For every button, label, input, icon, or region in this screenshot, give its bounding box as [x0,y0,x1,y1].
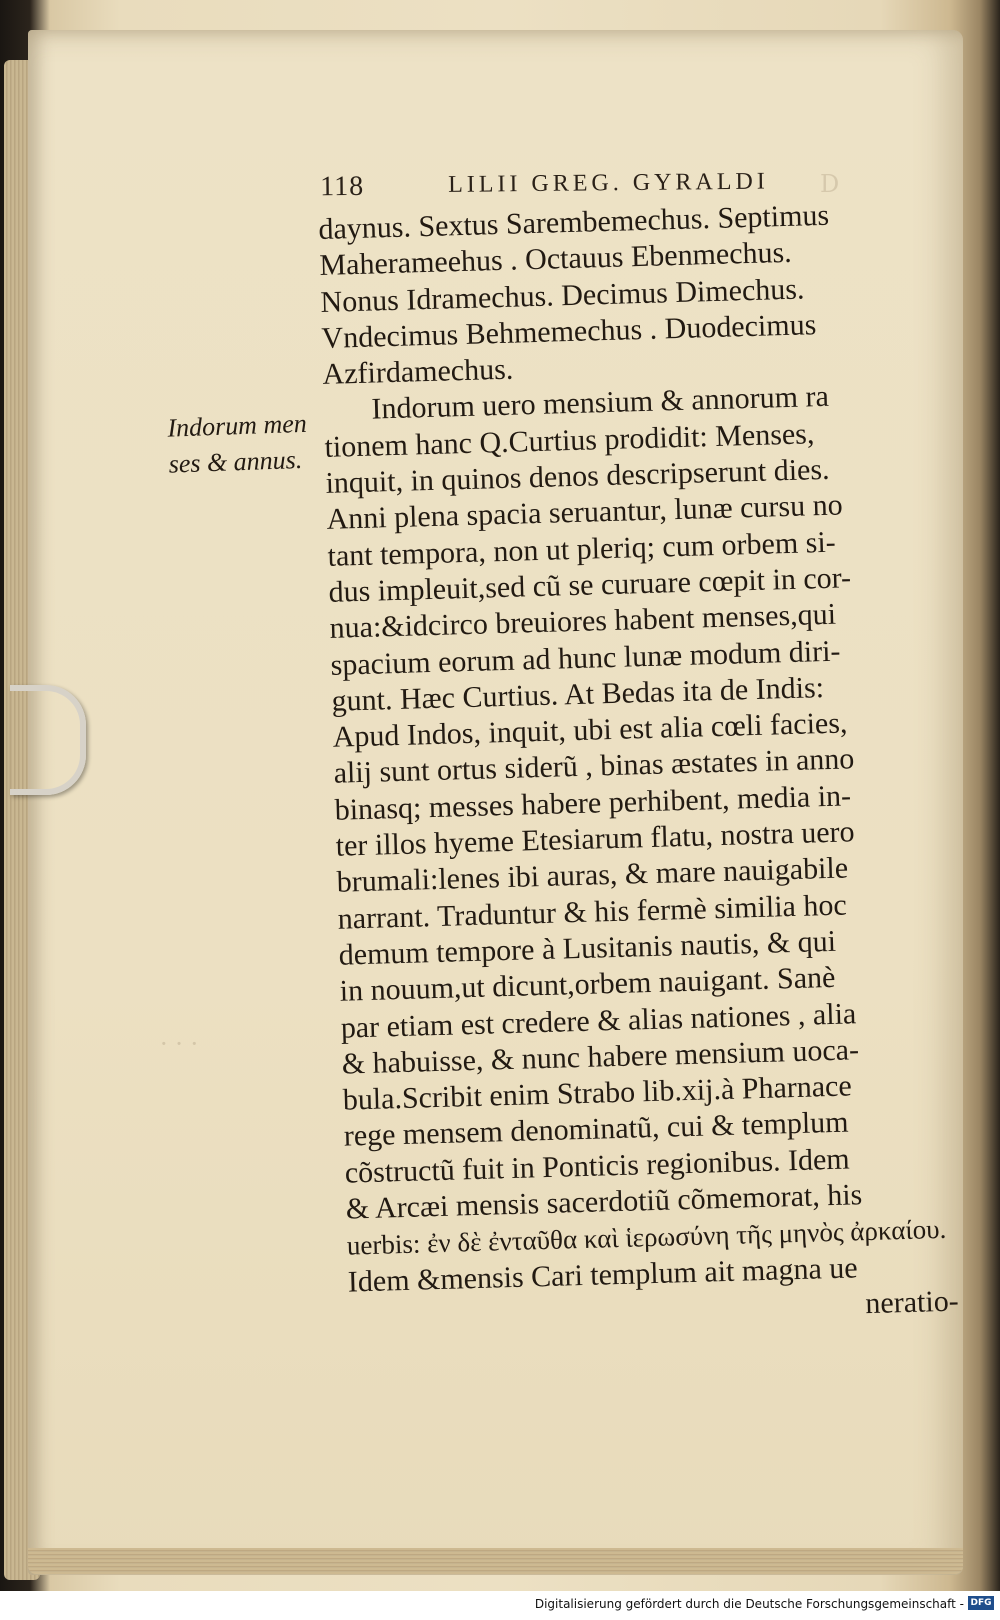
text-line: nua:&idcirco breuiores habent menses,qui [329,597,837,646]
text-line: ter illos hyeme Etesiarum flatu, nostra uero [335,815,855,863]
text-line: brumali:lenes ibi auras, & mare nauigabile [336,851,849,900]
text-line: narrant. Traduntur & his fermè similia hoc [337,888,848,936]
marginal-note [167,405,319,482]
text-line: Maherameehus . Octauus Ebenmechus. [319,236,793,283]
text-line: in nouum,ut dicunt,orbem nauigant. Sanè [339,961,836,1008]
text-line: Apud Indos, inquit, ubi est alia cœli facies, [332,706,848,754]
text-line: Nonus Idramechus. Decimus Dimechus. [320,272,805,319]
text-line: gunt. Hæc Curtius. At Bedas ita de Indis: [331,670,825,718]
text-line: & habuisse, & nunc habere mensium uoca- [341,1033,860,1081]
text-line: spacium eorum ad hunc lunæ modum diri- [330,634,841,682]
text-line: bula.Scribit enim Strabo lib.xij.à Pharnace [342,1069,853,1117]
body-text [318,195,959,1337]
page-number: 118 [320,170,365,203]
text-line: dus impleuit,sed cũ se curuare cœpit in cor- [328,561,852,609]
text-line: binasq; messes habere perhibent, media in- [334,779,852,827]
marginal-note-line: Indorum men [166,408,308,443]
text-line: rege mensem denominatũ, cui & templum [343,1105,849,1154]
text-line: tant tempora, non ut pleriq; cum orbem si- [327,525,837,573]
text-line: Vndecimus Behmemechus . Duodecimus [321,308,817,355]
dfg-logo: DFG [968,1596,994,1610]
text-line: daynus. Sextus Sarembemechus. Septimus [318,198,830,246]
bleed-through-mark: D [820,170,840,198]
running-head: LILII GREG. GYRALDI [448,168,769,198]
page-clip [10,685,86,795]
text-line: inquit, in quinos denos descripserunt dies. [325,452,830,500]
digitization-footer [0,1591,1000,1620]
page-edges-bottom [28,1548,963,1574]
greek-quote-line: uerbis: ἐν δὲ ἐνταῦθα καὶ ἱερωσύνη τῆς μηνὸς ἀρκαίου. [346,1214,947,1261]
text-line: Azfirdamechus. [322,352,514,392]
footer-credit: Digitalisierung gefördert durch die Deutsche Forschungsgemeinschaft - [534,1597,964,1611]
text-line: tionem hanc Q.Curtius prodidit: Menses, [324,417,815,464]
text-line: par etiam est credere & alias nationes , alia [340,996,857,1045]
text-line: Idem &mensis Cari templum ait magna ue [347,1250,859,1299]
text-line: demum tempore à Lusitanis nautis, & qui [338,924,837,972]
text-line: Anni plena spacia seruantur, lunæ cursu no [326,488,844,537]
text-line: alij sunt ortus siderũ , binas æstates in anno [333,742,855,791]
paragraph-start-line: Indorum uero mensium & annorum ra [371,380,830,427]
catchword: neratio- [864,1284,960,1321]
bleed-through-mark: · · · [160,1030,199,1058]
marginal-note-line: ses & annus. [168,444,303,479]
text-line: cõstructũ fuit in Ponticis regionibus. Idem [344,1142,851,1190]
text-line: & Arcæi mensis sacerdotiũ cõmemorat, his [345,1178,863,1226]
